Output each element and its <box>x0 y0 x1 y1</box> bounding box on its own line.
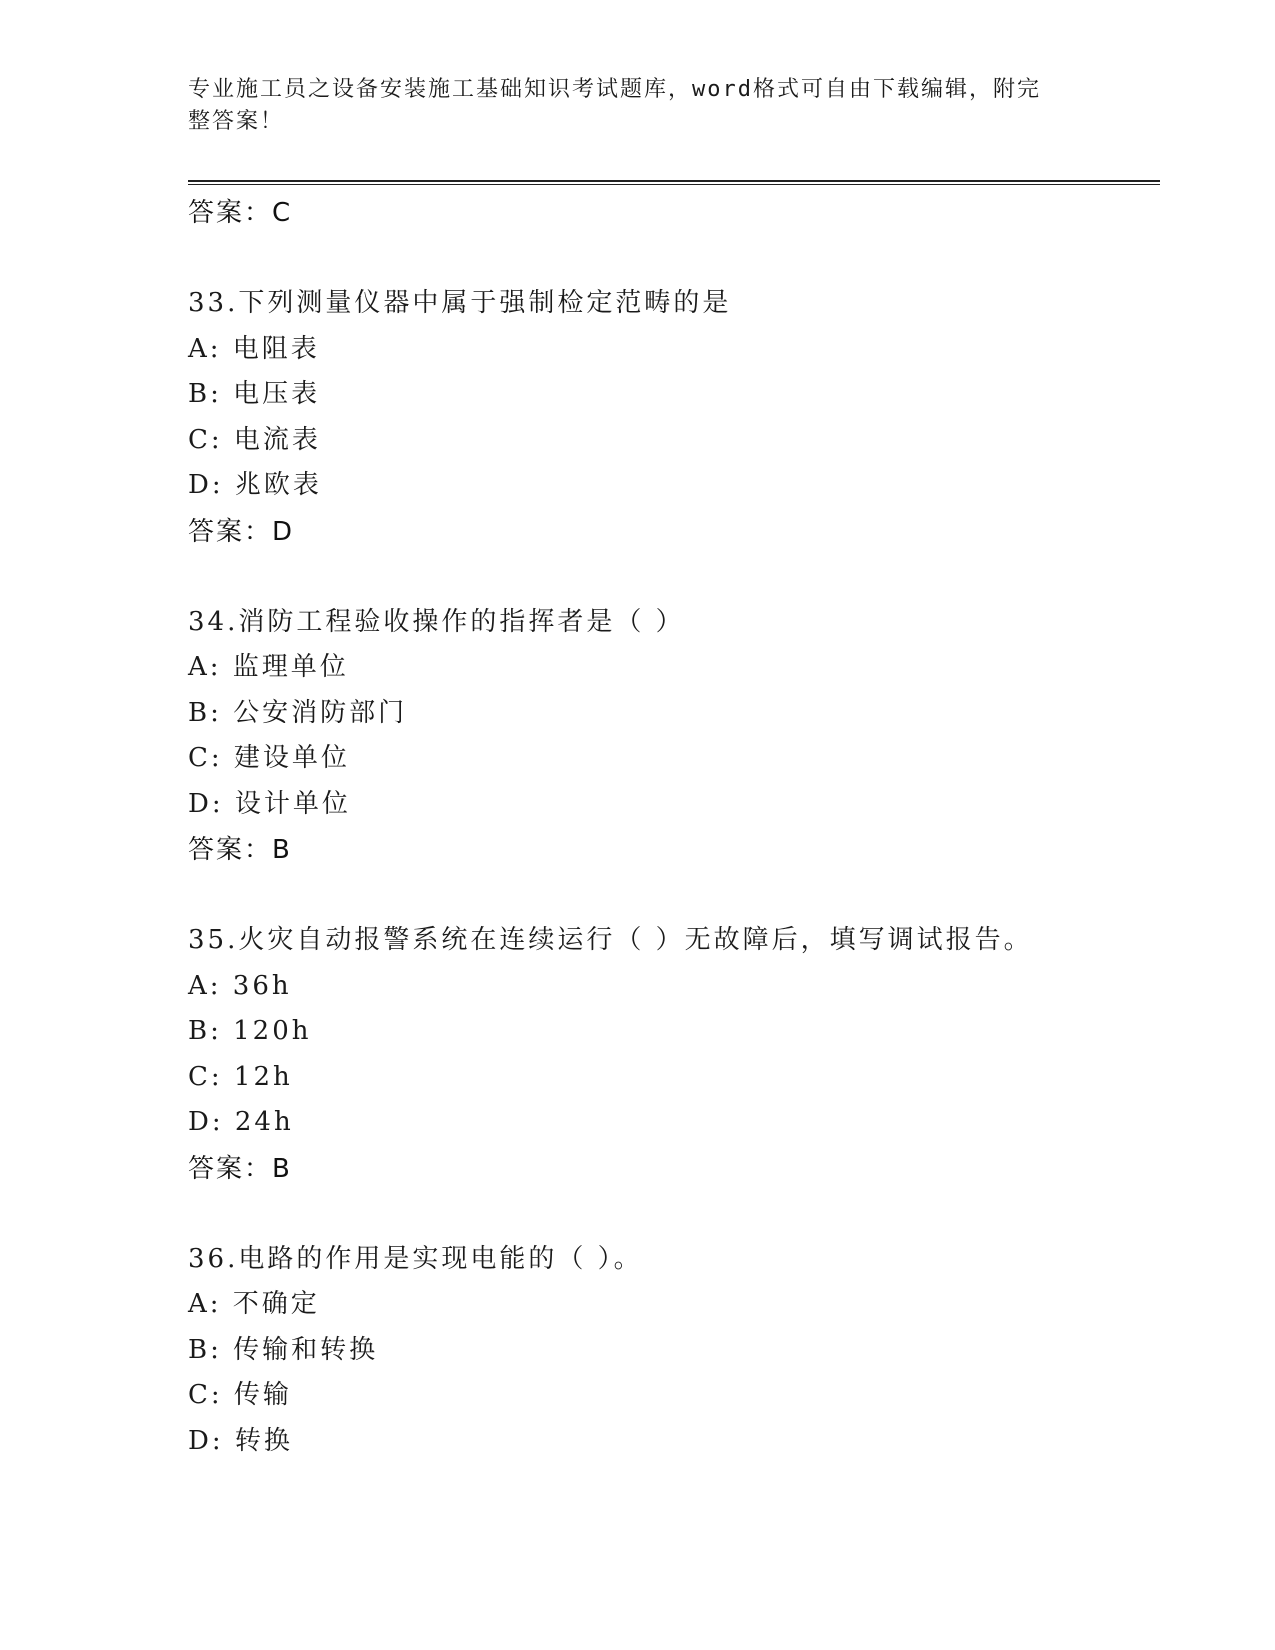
option-b: B: 电压表 <box>188 379 321 409</box>
question-34 <box>188 600 1168 874</box>
option-d: D: 兆欧表 <box>188 470 322 500</box>
question-36 <box>188 1237 1168 1465</box>
question-33 <box>188 281 1168 555</box>
question-title: 34.消防工程验收操作的指挥者是（ ） <box>188 606 685 637</box>
option-a: A: 监理单位 <box>188 652 349 682</box>
option-b: B: 120h <box>188 1016 312 1046</box>
spacer <box>188 1192 1168 1237</box>
header-divider-thin <box>188 184 1160 185</box>
option-a: A: 电阻表 <box>188 333 320 364</box>
option-d: D: 24h <box>188 1107 294 1137</box>
question-35 <box>188 918 1168 1192</box>
option-b: B: 公安消防部门 <box>188 697 408 728</box>
spacer <box>188 236 1168 281</box>
option-c: C: 传输 <box>188 1380 292 1410</box>
question-title: 35.火灾自动报警系统在连续运行（ ）无故障后，填写调试报告。 <box>188 925 1033 955</box>
answer: 答案：B <box>188 1153 292 1184</box>
header-line-1: 专业施工员之设备安装施工基础知识考试题库，word格式可自由下载编辑，附完 <box>188 77 1041 102</box>
spacer <box>188 873 1168 918</box>
question-list <box>188 190 1168 1464</box>
question-title: 36.电路的作用是实现电能的（ ）。 <box>188 1243 643 1274</box>
option-c: C: 12h <box>188 1061 293 1092</box>
option-c: C: 建设单位 <box>188 743 350 773</box>
option-d: D: 转换 <box>188 1425 293 1456</box>
answer: 答案：B <box>188 835 292 865</box>
answer-prev: 答案：C <box>188 198 293 228</box>
header-divider-thick <box>188 180 1160 182</box>
spacer <box>188 555 1168 600</box>
option-a: A: 36h <box>188 970 292 1001</box>
header-line-2: 整答案！ <box>188 109 285 134</box>
document-header <box>188 74 1068 138</box>
answer: 答案：D <box>188 516 295 547</box>
option-b: B: 传输和转换 <box>188 1334 379 1365</box>
question-title: 33.下列测量仪器中属于强制检定范畴的是 <box>188 288 732 318</box>
option-c: C: 电流表 <box>188 424 321 455</box>
option-a: A: 不确定 <box>188 1289 320 1319</box>
option-d: D: 设计单位 <box>188 788 351 819</box>
